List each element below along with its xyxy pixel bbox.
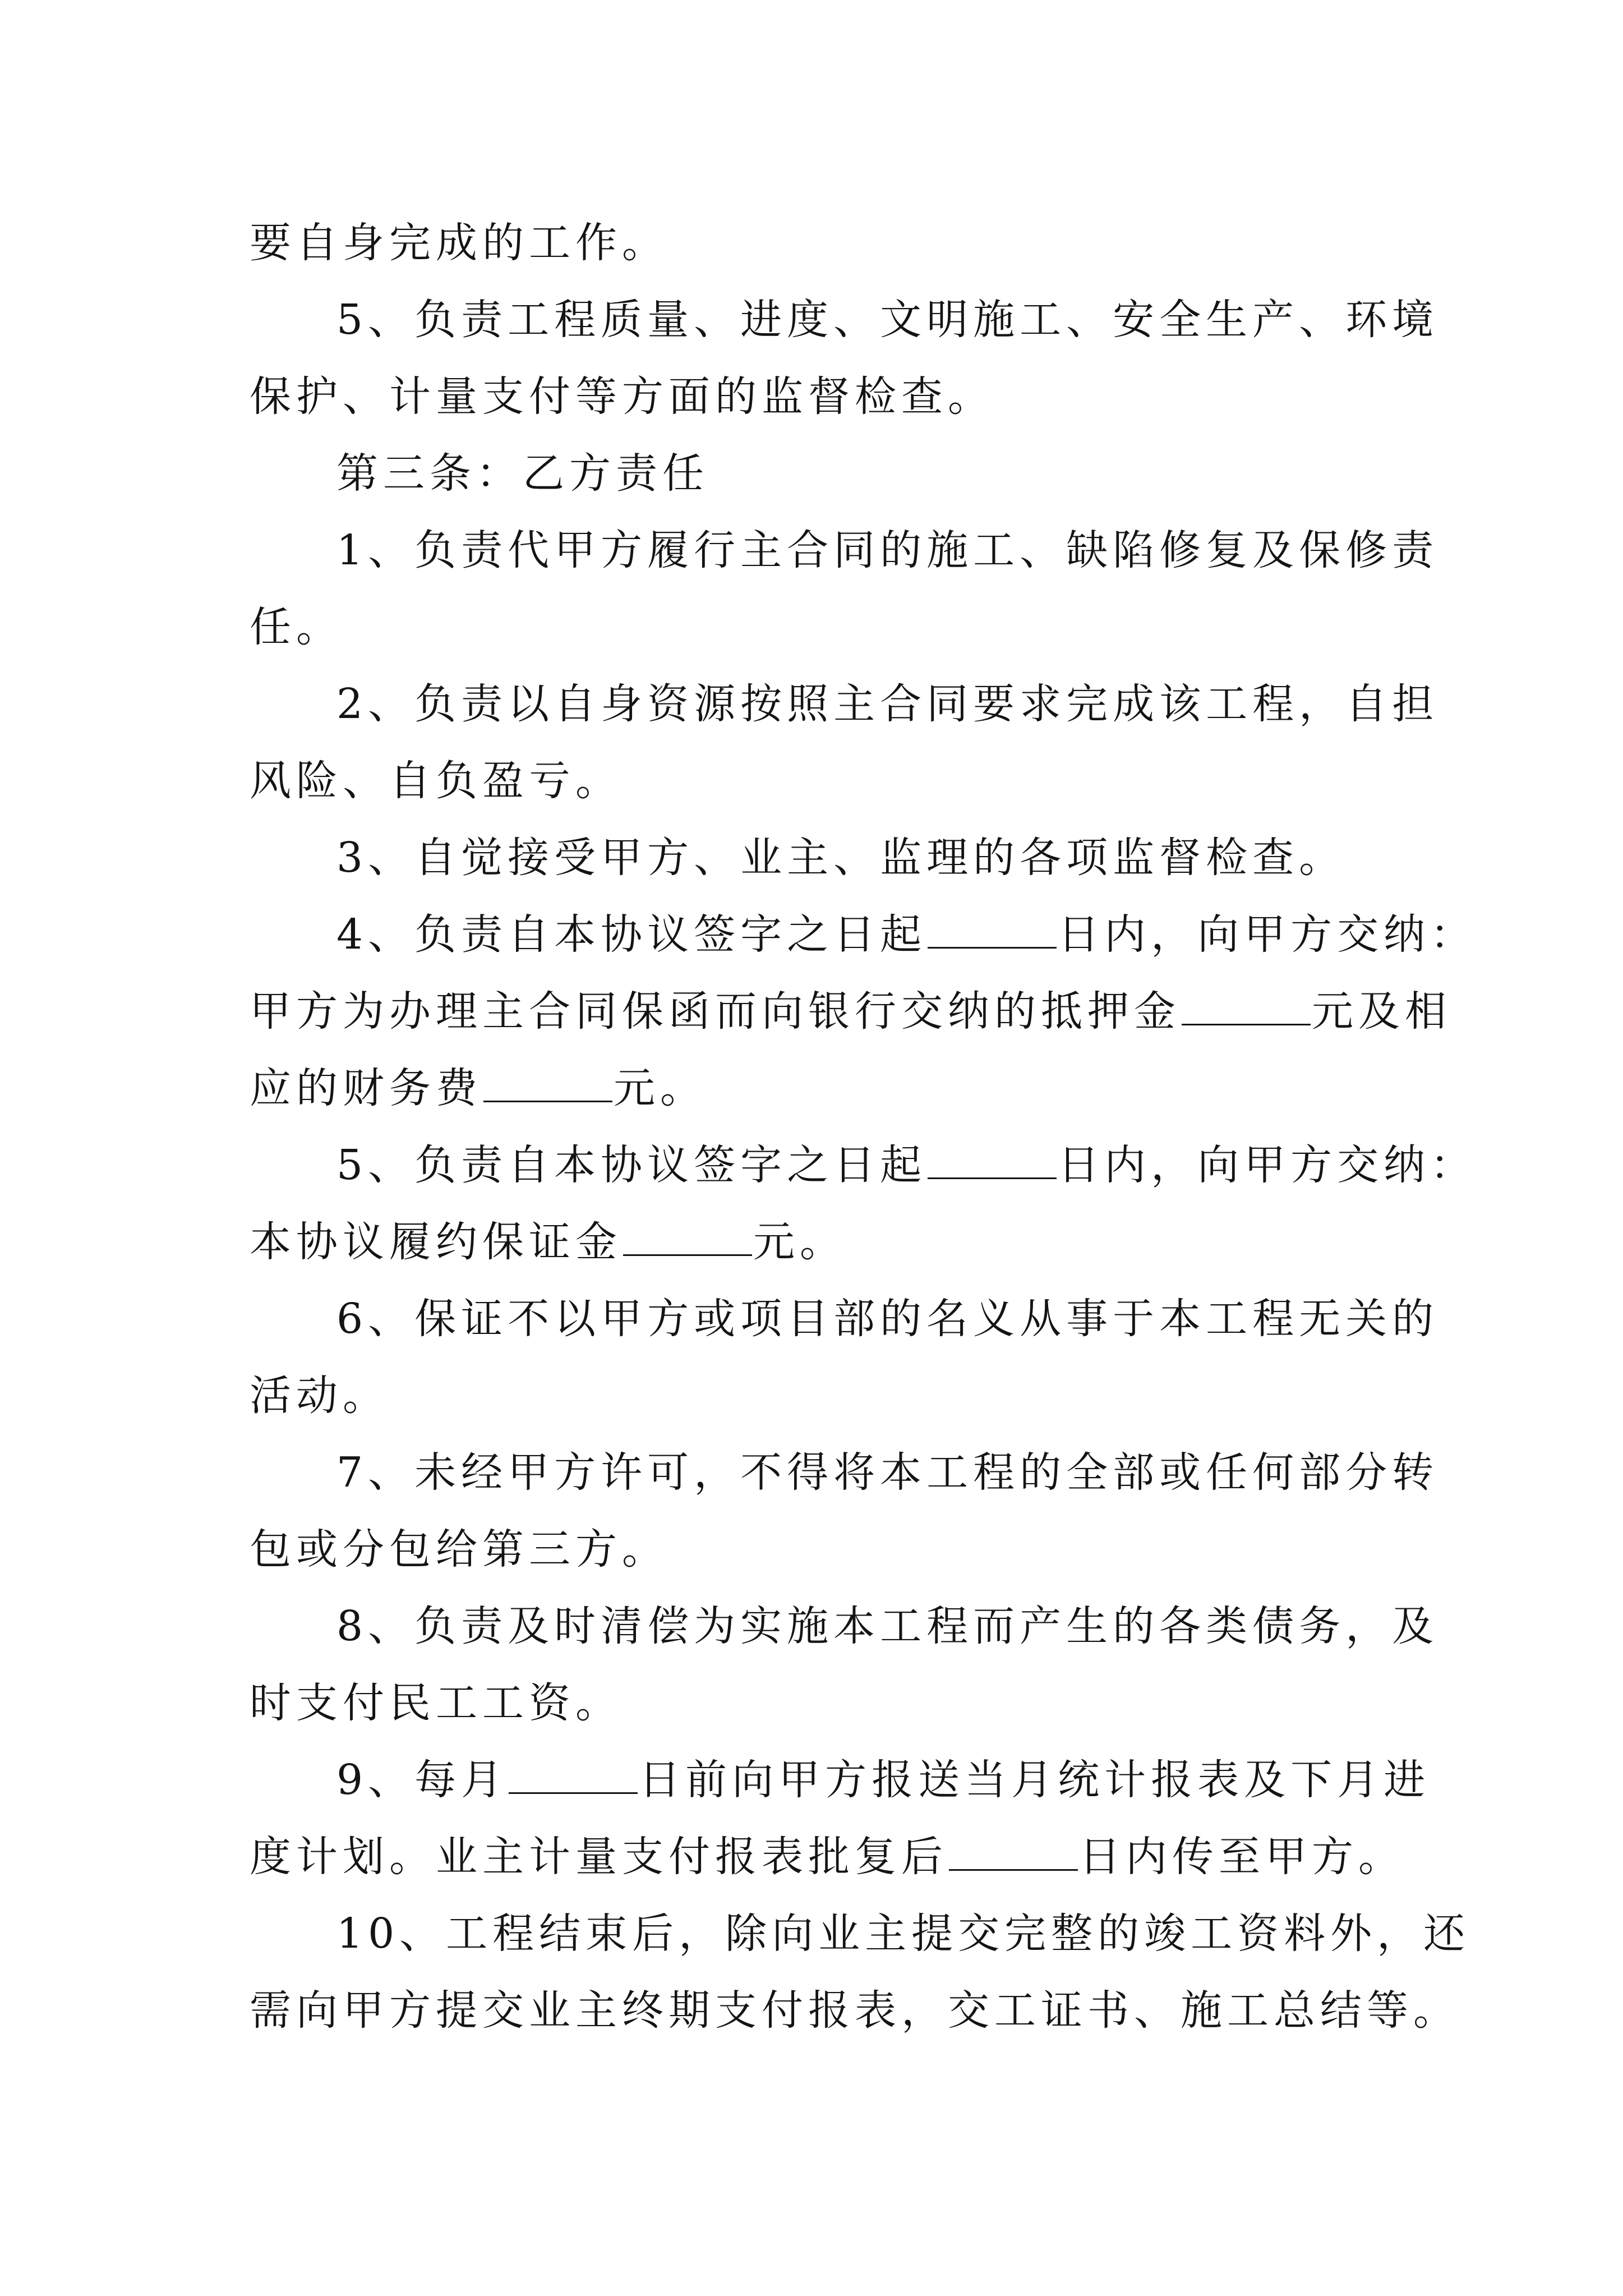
line-text: 包或分包给第三方。 <box>250 1525 668 1573</box>
line-text-after: 元。 <box>614 1064 707 1112</box>
line-text: 风险、自负盈亏。 <box>250 757 622 805</box>
text-line <box>336 676 1438 732</box>
line-text: 3、自觉接受甲方、业主、监理的各项监督检查。 <box>336 834 1346 882</box>
text-line <box>336 1137 1477 1193</box>
text-line <box>250 1368 389 1424</box>
text-line <box>336 1444 1438 1501</box>
line-text-before: 甲方为办理主合同保函而向银行交纳的抵押金 <box>250 987 1181 1036</box>
line-text: 8、负责及时清偿为实施本工程而产生的各类债务，及 <box>336 1602 1439 1650</box>
fill-in-blank <box>928 912 1057 949</box>
line-text-after: 日内，向甲方交纳： <box>1058 1141 1477 1189</box>
line-text: 时支付民工工资。 <box>250 1679 622 1727</box>
line-text: 需向甲方提交业主终期支付报表，交工证书、施工总结等。 <box>250 1986 1460 2035</box>
line-text-before: 应的财务费 <box>250 1064 482 1112</box>
line-text: 要自身完成的工作。 <box>250 219 668 267</box>
fill-in-blank <box>928 1143 1057 1179</box>
text-line <box>250 1829 1405 1885</box>
line-text: 2、负责以自身资源按照主合同要求完成该工程，自担 <box>336 680 1439 728</box>
text-line <box>250 1675 622 1731</box>
line-text: 7、未经甲方许可，不得将本工程的全部或任何部分转 <box>336 1448 1439 1497</box>
line-text-before: 度计划。业主计量支付报表批复后 <box>250 1833 948 1881</box>
fill-in-blank <box>623 1220 752 1256</box>
line-text-before: 4、负责自本协议签字之日起 <box>336 910 927 959</box>
line-text: 第三条：乙方责任 <box>336 449 709 498</box>
text-line <box>250 599 343 655</box>
text-line <box>250 1060 707 1116</box>
text-line <box>336 1598 1438 1654</box>
line-text-after: 日前向甲方报送当月统计报表及下月进 <box>639 1756 1431 1804</box>
text-line <box>336 907 1477 963</box>
section-heading <box>336 445 709 501</box>
line-text-before: 9、每月 <box>336 1756 508 1804</box>
line-text: 活动。 <box>250 1372 389 1420</box>
fill-in-blank <box>949 1834 1078 1871</box>
text-line <box>250 1982 1460 2039</box>
text-line <box>336 292 1438 348</box>
text-line <box>250 983 1451 1039</box>
line-text: 任。 <box>250 603 343 651</box>
line-text-after: 元及相 <box>1312 987 1451 1036</box>
line-text: 10、工程结束后，除向业主提交完整的竣工资料外，还 <box>336 1910 1470 1958</box>
text-line <box>336 1906 1470 1962</box>
line-text-after: 日内，向甲方交纳： <box>1058 910 1477 959</box>
line-text-before: 本协议履约保证金 <box>250 1218 622 1266</box>
line-text-before: 5、负责自本协议签字之日起 <box>336 1141 927 1189</box>
fill-in-blank <box>1182 989 1311 1025</box>
text-line <box>336 1752 1430 1808</box>
line-text-after: 元。 <box>753 1218 846 1266</box>
text-line <box>250 1521 668 1577</box>
text-line <box>336 1291 1438 1347</box>
fill-in-blank <box>483 1066 612 1102</box>
line-text: 1、负责代甲方履行主合同的施工、缺陷修复及保修责 <box>336 526 1439 574</box>
line-text: 5、负责工程质量、进度、文明施工、安全生产、环境 <box>336 296 1439 344</box>
fill-in-blank <box>509 1757 638 1794</box>
line-text: 保护、计量支付等方面的监督检查。 <box>250 372 994 421</box>
text-line <box>250 753 622 809</box>
text-line <box>250 1214 846 1270</box>
line-text-after: 日内传至甲方。 <box>1079 1833 1405 1881</box>
text-line <box>336 830 1345 886</box>
line-text: 6、保证不以甲方或项目部的名义从事于本工程无关的 <box>336 1295 1439 1343</box>
text-line <box>250 215 668 271</box>
text-line <box>250 369 994 425</box>
text-line <box>336 522 1438 578</box>
